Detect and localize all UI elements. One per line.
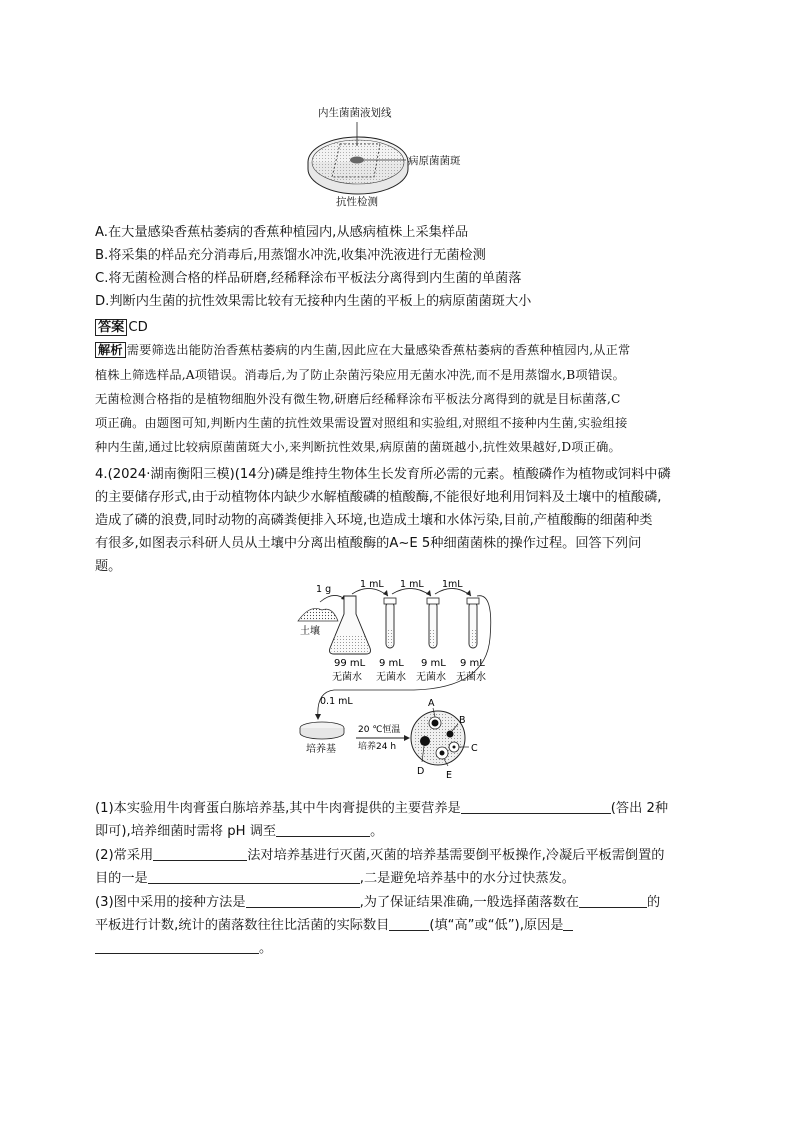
q4-line-1: 4.(2024·湖南衡阳三模)(14分)磷是维持生物体生长发育所必需的元素。植酸磷作为植物或饲料中磷 [95,467,671,482]
q4-line-4: 有很多,如图表示科研人员从土壤中分离出植酸酶的A~E 5种细菌菌株的操作过程。回答下列问 [95,536,642,551]
sub3-blank-4[interactable] [563,916,573,931]
water-label-4: 无菌水 [456,672,486,683]
test-tube-3 [467,598,479,648]
petri-dish-diagram [300,100,490,212]
figure1-label-right: 病原菌菌斑 [408,155,461,167]
sub1-blank-1[interactable] [461,799,611,814]
volume-label-4: 9 mL [460,658,485,669]
test-tube-2 [427,598,439,648]
colony-label-c: C [471,743,478,754]
test-tube-1 [384,598,396,648]
sub2-blank-2[interactable] [148,869,360,884]
sub3-text-f: 。 [259,941,273,956]
sub3-blank-5[interactable] [95,939,259,954]
sub3-line-3 [95,937,272,956]
volume-label-1: 99 mL [334,658,366,669]
q4-line-3: 造成了磷的浪费,同时动物的高磷粪便排入环境,也造成土壤和水体污染,目前,产植酸酶的细菌种类 [95,513,653,528]
colony-label-d: D [417,766,425,777]
answer-tag: 答案 [95,319,127,336]
spread-volume-label: 0.1 mL [320,696,353,707]
dilution-diagram [294,578,504,790]
analysis-line-1 [95,341,630,358]
sub3-text-d: 平板进行计数,统计的菌落数往往比活菌的实际数目 [95,918,390,933]
figure1-label-top: 内生菌菌液划线 [318,107,392,119]
q4-line-5: 题。 [95,559,122,574]
medium-label: 培养基 [306,744,336,755]
sub3-line-1 [95,891,660,910]
sub2-blank-1[interactable] [153,846,247,861]
analysis-line-5: 种内生菌,通过比较病原菌菌斑大小,来判断抗性效果,病原菌的菌斑越小,抗性效果越好,D项正确。 [95,440,621,454]
transfer-label-2: 1 mL [400,579,424,590]
sub3-text-b: ,为了保证结果准确,一般选择菌落数在 [359,895,579,910]
option-b: B.将采集的样品充分消毒后,用蒸馏水冲洗,收集冲洗液进行无菌检测 [95,248,486,263]
sub3-blank-1[interactable] [246,893,360,908]
option-a: A.在大量感染香蕉枯萎病的香蕉种植园内,从感病植株上采集样品 [95,225,469,240]
sub3-text-c: 的 [646,895,661,910]
colony-label-e: E [446,770,453,781]
q4-line-2: 的主要储存形式,由于动植物体内缺少水解植酸磷的植酸酶,不能很好地利用饲料及土壤中的植酸磷, [95,490,662,505]
sub1-text-d: 。 [370,824,384,839]
option-c: C.将无菌检测合格的样品研磨,经稀释涂布平板法分离得到内生菌的单菌落 [95,271,522,286]
sub2-line-2 [95,867,575,886]
sub2-line-1 [95,844,664,863]
analysis-line-4: 项正确。由题图可知,判断内生菌的抗性效果需设置对照组和实验组,对照组不接种内生菌,实验组接 [95,416,628,430]
soil-label: 土壤 [300,626,320,637]
figure-resistance-test [300,100,490,212]
volume-label-3: 9 mL [421,658,446,669]
soil-mass-label: 1 g [316,584,332,595]
option-d: D.判断内生菌的抗性效果需比较有无接种内生菌的平板上的病原菌菌斑大小 [95,294,532,309]
sub1-line-2 [95,820,383,839]
sub3-text-a: (3)图中采用的接种方法是 [95,895,246,910]
water-label-3: 无菌水 [416,672,446,683]
figure-dilution-plating [294,578,504,790]
sub1-line-1 [95,797,668,816]
colony-label-b: B [459,715,466,726]
sub2-text-a: (2)常采用 [95,848,154,863]
water-label-1: 无菌水 [332,672,362,683]
culture-condition-2: 培养24 h [358,742,397,752]
sub3-line-2 [95,914,573,933]
transfer-label-1: 1 mL [360,579,384,590]
water-label-2: 无菌水 [376,672,406,683]
analysis-line-3: 无菌检测合格指的是植物细胞外没有微生物,研磨后经稀释涂布平板法分离得到的就是目标菌落,C [95,392,621,406]
analysis-line-2: 植株上筛选样品,A项错误。消毒后,为了防止杂菌污染应用无菌水冲洗,而不是用蒸馏水,B项错误。 [95,368,625,382]
sub3-blank-2[interactable] [579,893,647,908]
volume-label-2: 9 mL [379,658,404,669]
sub1-text-a: (1)本实验用牛肉膏蛋白胨培养基,其中牛肉膏提供的主要营养是 [95,801,461,816]
sub2-text-c: 目的一是 [95,871,148,886]
figure1-caption: 抗性检测 [336,196,378,208]
sub2-text-d: ,二是避免培养基中的水分过快蒸发。 [359,871,575,886]
sub1-text-b: (答出 2种 [610,801,669,816]
analysis-text-1: 需要筛选出能防治香蕉枯萎病的内生菌,因此应在大量感染香蕉枯萎病的香蕉种植园内,从正常 [126,343,631,357]
culture-condition-1: 20 ℃恒温 [358,725,401,735]
sub1-blank-2[interactable] [276,822,370,837]
colony-label-a: A [428,698,435,709]
sub2-text-b: 法对培养基进行灭菌,灭菌的培养基需要倒平板操作,冷凝后平板需倒置的 [247,848,665,863]
sub3-blank-3[interactable] [389,916,429,931]
answer-line [95,316,148,335]
analysis-tag: 解析 [95,342,126,358]
sub1-text-c: 即可),培养细菌时需将 pH 调至 [95,824,277,839]
answer-value: CD [128,320,148,335]
transfer-label-3: 1mL [442,579,463,590]
sub3-text-e: (填“高”或“低”),原因是 [429,918,564,933]
